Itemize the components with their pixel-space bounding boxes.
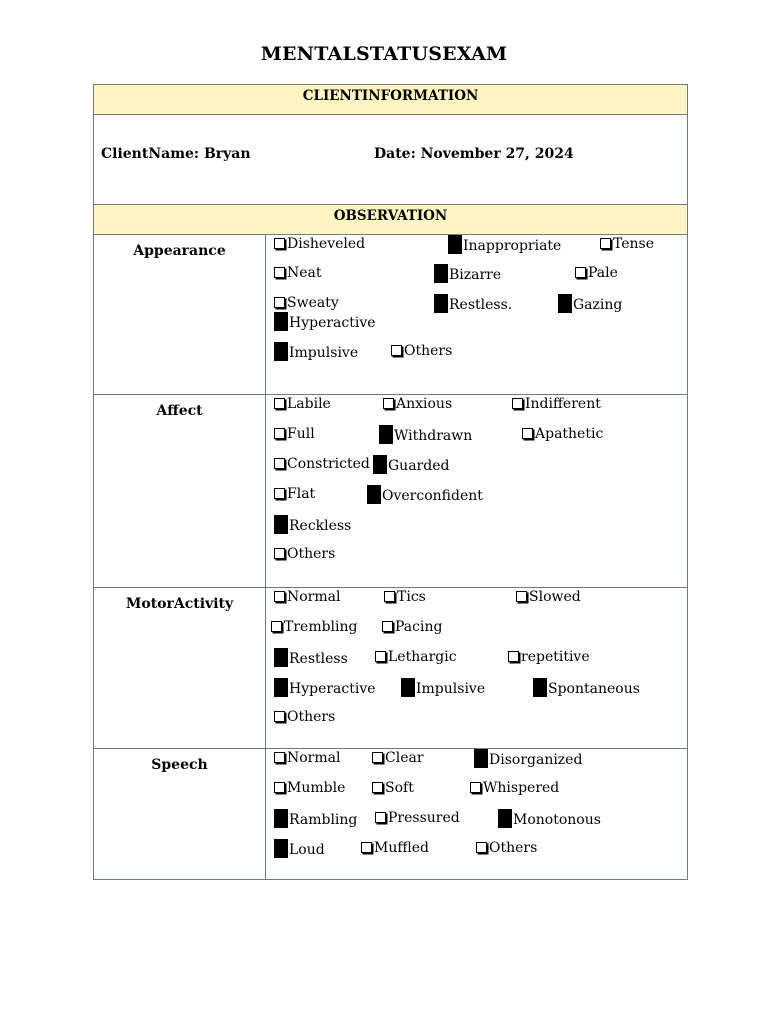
checkbox[interactable] [512, 398, 523, 409]
motor-activity-option[interactable] [533, 678, 640, 698]
checkbox[interactable] [470, 782, 481, 793]
speech-option[interactable] [274, 779, 345, 797]
checkbox[interactable] [274, 809, 288, 828]
option-label: Neat [287, 265, 322, 281]
option-label: Full [287, 426, 315, 442]
option-label: Restless [289, 651, 348, 667]
option-label: Anxious [396, 396, 453, 412]
option-label: Gazing [573, 297, 623, 313]
option-label: Reckless [289, 518, 352, 534]
option-label: Lethargic [388, 649, 457, 665]
affect-option[interactable] [274, 425, 315, 443]
option-label: Sweaty [287, 295, 339, 311]
speech-option[interactable] [361, 839, 429, 857]
option-label: Hyperactive [289, 681, 376, 697]
option-label: Slowed [529, 589, 581, 605]
checkbox[interactable] [391, 345, 402, 356]
checkbox[interactable] [274, 342, 288, 361]
option-label: Inappropriate [463, 238, 562, 254]
motor-activity-options [266, 588, 687, 748]
checkbox[interactable] [575, 267, 586, 278]
checkbox[interactable] [379, 425, 393, 444]
checkbox[interactable] [498, 809, 512, 828]
client-name: ClientName: Bryan [101, 146, 251, 162]
motor-activity-option[interactable] [384, 588, 426, 606]
option-label: Rambling [289, 812, 358, 828]
checkbox[interactable] [274, 267, 285, 278]
speech-option[interactable] [372, 749, 424, 767]
checkbox[interactable] [558, 294, 572, 313]
checkbox[interactable] [274, 591, 285, 602]
option-label: Bizarre [449, 267, 502, 283]
affect-option[interactable] [274, 395, 331, 413]
affect-row [94, 395, 687, 588]
appearance-option[interactable] [448, 235, 561, 255]
checkbox[interactable] [274, 548, 285, 559]
checkbox[interactable] [401, 678, 415, 697]
speech-option[interactable] [274, 839, 325, 859]
affect-option[interactable] [379, 425, 472, 445]
checkbox[interactable] [382, 621, 393, 632]
checkbox[interactable] [372, 782, 383, 793]
checkbox[interactable] [271, 621, 282, 632]
checkbox[interactable] [274, 398, 285, 409]
checkbox[interactable] [274, 515, 288, 534]
motor-activity-option[interactable] [274, 678, 376, 698]
motor-activity-label: MotorActivity [94, 588, 266, 748]
affect-option[interactable] [274, 515, 351, 535]
affect-option[interactable] [274, 485, 315, 503]
option-label: Labile [287, 396, 331, 412]
affect-label: Affect [94, 395, 266, 587]
option-label: Tics [397, 589, 426, 605]
checkbox[interactable] [474, 749, 488, 768]
option-label: Mumble [287, 780, 346, 796]
appearance-option[interactable] [274, 264, 322, 282]
option-label: Muffled [374, 840, 430, 856]
observation-heading: OBSERVATION [94, 205, 687, 235]
checkbox[interactable] [434, 264, 448, 283]
checkbox[interactable] [383, 398, 394, 409]
speech-option[interactable] [375, 809, 460, 827]
appearance-option[interactable] [575, 264, 618, 282]
option-label: Tense [613, 236, 655, 252]
checkbox[interactable] [274, 238, 285, 249]
checkbox[interactable] [274, 312, 288, 331]
motor-activity-option[interactable] [382, 618, 442, 636]
exam-date: Date: November 27, 2024 [374, 146, 574, 162]
checkbox[interactable] [274, 711, 285, 722]
form-title: MENTALSTATUSEXAM [260, 43, 508, 65]
affect-option[interactable] [373, 455, 449, 475]
appearance-option[interactable] [274, 312, 376, 332]
affect-options [266, 395, 687, 587]
checkbox[interactable] [274, 428, 285, 439]
option-label: Apathetic [535, 426, 604, 442]
checkbox[interactable] [600, 238, 611, 249]
option-label: Impulsive [416, 681, 486, 697]
option-label: Withdrawn [394, 428, 473, 444]
appearance-label: Appearance [94, 235, 266, 394]
checkbox[interactable] [274, 678, 288, 697]
speech-options [266, 749, 687, 879]
affect-option[interactable] [522, 425, 603, 443]
option-label: Overconfident [382, 488, 483, 504]
checkbox[interactable] [516, 591, 527, 602]
affect-option[interactable] [367, 485, 483, 505]
option-label: Monotonous [513, 812, 601, 828]
option-label: Others [287, 546, 336, 562]
motor-activity-option[interactable] [274, 708, 335, 726]
appearance-option[interactable] [274, 294, 339, 312]
checkbox[interactable] [274, 839, 288, 858]
speech-option[interactable] [274, 749, 340, 767]
option-label: Pacing [395, 619, 443, 635]
checkbox[interactable] [367, 485, 381, 504]
option-label: Indifferent [525, 396, 601, 412]
affect-option[interactable] [274, 455, 370, 473]
checkbox[interactable] [448, 235, 462, 254]
appearance-option[interactable] [434, 294, 512, 314]
checkbox[interactable] [372, 752, 383, 763]
checkbox[interactable] [274, 297, 285, 308]
appearance-row [94, 235, 687, 395]
option-label: Others [287, 709, 336, 725]
option-label: Others [404, 343, 453, 359]
client-information-section [94, 115, 687, 205]
motor-activity-option[interactable] [508, 648, 590, 666]
option-label: Pressured [388, 810, 460, 826]
option-label: repetitive [521, 649, 590, 665]
motor-activity-option[interactable] [401, 678, 485, 698]
appearance-option[interactable] [600, 235, 654, 253]
option-label: Whispered [483, 780, 560, 796]
motor-activity-option[interactable] [516, 588, 581, 606]
option-label: Pale [588, 265, 618, 281]
appearance-option[interactable] [558, 294, 622, 314]
appearance-option[interactable] [274, 342, 358, 362]
checkbox[interactable] [274, 488, 285, 499]
checkbox[interactable] [522, 428, 533, 439]
checkbox[interactable] [375, 812, 386, 823]
option-label: Flat [287, 486, 316, 502]
option-label: Impulsive [289, 345, 359, 361]
mental-status-form [93, 84, 688, 880]
checkbox[interactable] [375, 651, 386, 662]
option-label: Normal [287, 589, 341, 605]
checkbox[interactable] [434, 294, 448, 313]
option-label: Disorganized [489, 752, 583, 768]
option-label: Disheveled [287, 236, 366, 252]
option-label: Guarded [388, 458, 450, 474]
affect-option[interactable] [383, 395, 452, 413]
speech-label: Speech [94, 749, 266, 879]
motor-activity-option[interactable] [274, 588, 340, 606]
speech-row [94, 749, 687, 879]
client-information-heading: CLIENTINFORMATION [94, 85, 687, 115]
option-label: Normal [287, 750, 341, 766]
checkbox[interactable] [476, 842, 487, 853]
appearance-option[interactable] [274, 235, 365, 253]
option-label: Restless. [449, 297, 513, 313]
option-label: Trembling [284, 619, 358, 635]
checkbox[interactable] [361, 842, 372, 853]
speech-option[interactable] [274, 809, 357, 829]
affect-option[interactable] [512, 395, 601, 413]
checkbox[interactable] [373, 455, 387, 474]
motor-activity-row [94, 588, 687, 749]
appearance-option[interactable] [391, 342, 452, 360]
checkbox[interactable] [274, 458, 285, 469]
speech-option[interactable] [498, 809, 601, 829]
option-label: Others [489, 840, 538, 856]
checkbox[interactable] [384, 591, 395, 602]
motor-activity-option[interactable] [274, 648, 348, 668]
checkbox[interactable] [274, 648, 288, 667]
speech-option[interactable] [470, 779, 559, 797]
appearance-option[interactable] [434, 264, 501, 284]
option-label: Soft [385, 780, 414, 796]
option-label: Clear [385, 750, 424, 766]
checkbox[interactable] [533, 678, 547, 697]
option-label: Spontaneous [548, 681, 640, 697]
motor-activity-option[interactable] [271, 618, 358, 636]
option-label: Constricted [287, 456, 370, 472]
appearance-options [266, 235, 687, 394]
speech-option[interactable] [476, 839, 537, 857]
checkbox[interactable] [274, 782, 285, 793]
checkbox[interactable] [508, 651, 519, 662]
affect-option[interactable] [274, 545, 335, 563]
option-label: Loud [289, 842, 325, 858]
motor-activity-option[interactable] [375, 648, 457, 666]
option-label: Hyperactive [289, 315, 376, 331]
speech-option[interactable] [372, 779, 414, 797]
checkbox[interactable] [274, 752, 285, 763]
speech-option[interactable] [474, 749, 582, 769]
